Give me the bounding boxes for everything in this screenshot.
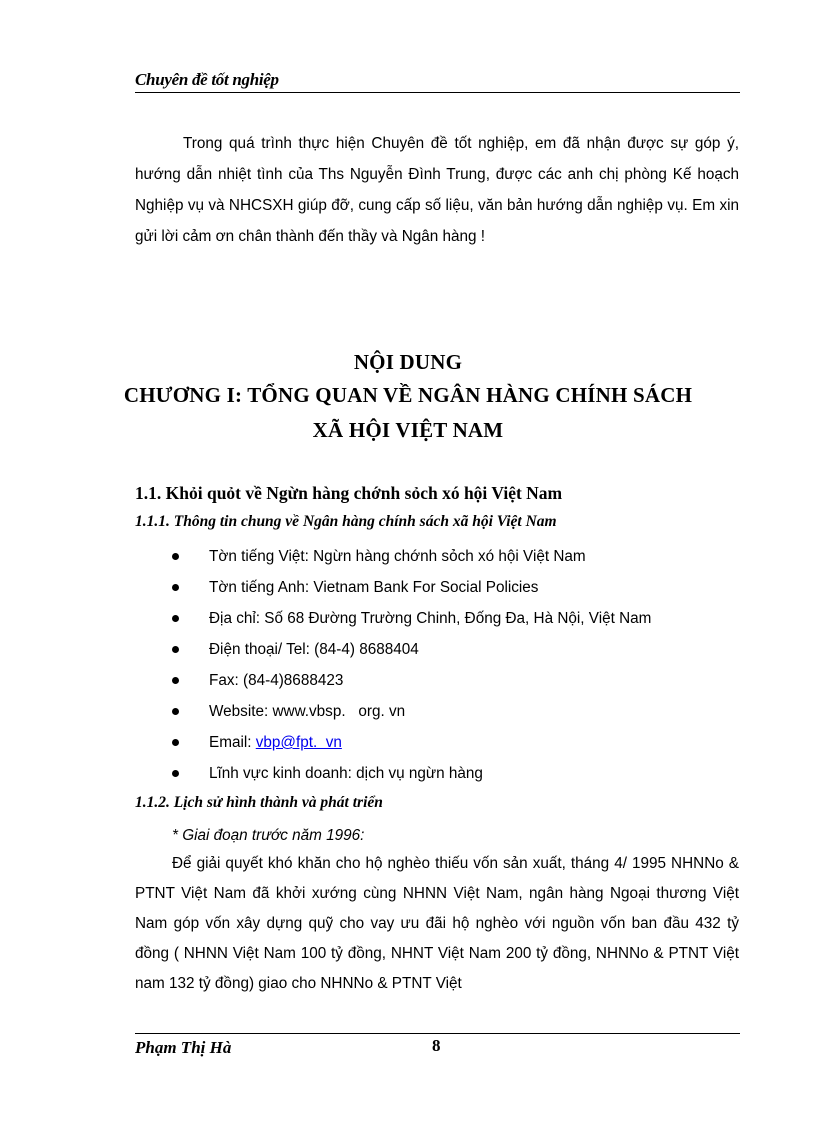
list-item xyxy=(172,572,651,603)
list-item-text: Tờn tiếng Việt: Ngừn hàng chớnh sỏch xó hội Việt Nam xyxy=(209,548,586,565)
subsection-heading-1-1-2: 1.1.2. Lịch sử hình thành và phát triển xyxy=(135,794,383,811)
bullet-icon xyxy=(172,770,179,777)
main-heading: NỘI DUNG xyxy=(353,350,463,374)
header-title: Chuyên đề tốt nghiệp xyxy=(135,70,279,89)
list-item-text: Điện thoại/ Tel: (84-4) 8688404 xyxy=(209,641,419,658)
chapter-title-line-2: XÃ HỘI VIỆT NAM xyxy=(312,418,504,442)
list-item xyxy=(172,541,651,572)
list-item-text: Địa chỉ: Số 68 Đường Trường Chinh, Đống Đa, Hà Nội, Việt Nam xyxy=(209,610,652,627)
subsection-heading-1-1-1: 1.1.1. Thông tin chung về Ngân hàng chính sách xã hội Việt Nam xyxy=(135,513,557,530)
page-number: 8 xyxy=(432,1036,441,1055)
bullet-icon xyxy=(172,739,179,746)
list-item xyxy=(172,603,651,634)
section-heading-1-1: 1.1. Khỏi quỏt về Ngừn hàng chớnh sỏch xó hội Việt Nam xyxy=(135,483,563,503)
email-link[interactable]: vbp@fpt. vn xyxy=(255,734,342,751)
intro-paragraph: Trong quá trình thực hiện Chuyên đề tốt nghiệp, em đã nhận được sự góp ý, hướng dẫn nhiệt tình của Ths Nguyễn Đình Trung, được các anh chị phòng Kế hoạch Nghiệp vụ và NHCSXH giúp đỡ, cung cấp số liệu, văn bản hướng dẫn nghiệp vụ. Em xin gửi lời cảm ơn chân thành đến thầy và Ngân hàng ! xyxy=(135,135,739,245)
footer-author: Phạm Thị Hà xyxy=(135,1038,232,1057)
chapter-title-line-1: CHƯƠNG I: TỔNG QUAN VỀ NGÂN HÀNG CHÍNH SÁCH xyxy=(123,383,693,407)
list-item xyxy=(172,665,651,696)
list-item-text: Tờn tiếng Anh: Vietnam Bank For Social Policies xyxy=(209,579,539,596)
email-label: Email: xyxy=(209,734,256,751)
list-item xyxy=(172,696,651,727)
page-header xyxy=(135,70,740,93)
period-note: * Giai đoạn trước năm 1996: xyxy=(172,827,365,844)
bullet-icon xyxy=(172,708,179,715)
bullet-icon xyxy=(172,677,179,684)
list-item-text: Lĩnh vực kinh doanh: dịch vụ ngừn hàng xyxy=(209,765,483,782)
list-item-text: Website: www.vbsp. org. vn xyxy=(209,703,406,720)
bullet-icon xyxy=(172,553,179,560)
list-item xyxy=(172,727,651,758)
bullet-icon xyxy=(172,646,179,653)
bullet-icon xyxy=(172,615,179,622)
list-item-text: Fax: (84-4)8688423 xyxy=(209,672,344,689)
bank-info-list xyxy=(172,541,651,789)
history-paragraph: Để giải quyết khó khăn cho hộ nghèo thiếu vốn sản xuất, tháng 4/ 1995 NHNNo & PTNT Việt Nam đã khởi xướng cùng NHNN Việt Nam, ngân hàng Ngoại thương Việt Nam góp vốn xây dựng quỹ cho vay ưu đãi hộ nghèo với nguồn vốn ban đầu 432 tỷ đồng ( NHNN Việt Nam 100 tỷ đồng, NHNT Việt Nam 200 tỷ đồng, NHNNo & PTNT Việt nam 132 tỷ đồng) giao cho NHNNo & PTNT Việt xyxy=(135,855,739,992)
list-item xyxy=(172,758,651,789)
list-item xyxy=(172,634,651,665)
bullet-icon xyxy=(172,584,179,591)
footer-divider xyxy=(135,1033,740,1034)
